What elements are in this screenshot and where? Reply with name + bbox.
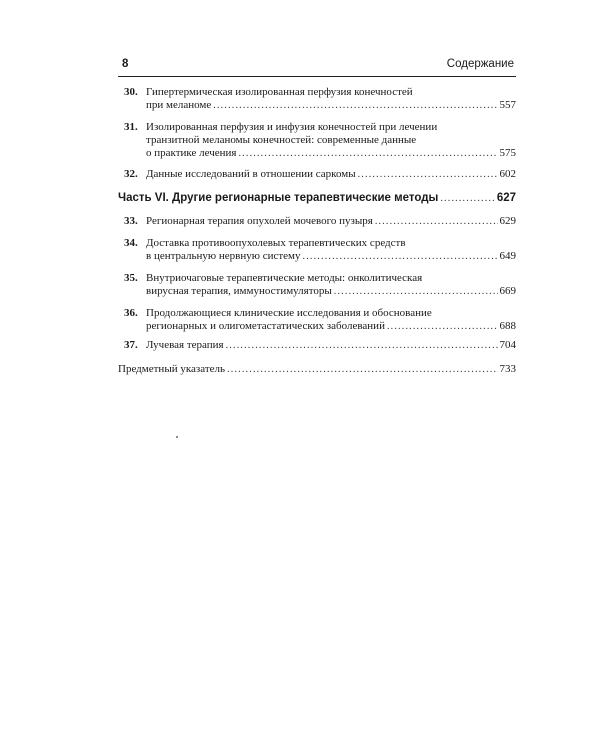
chapter-number: 30. [124, 86, 138, 98]
page-ref: 602 [499, 168, 516, 180]
part-title: Часть VI. Другие регионарные терапевтические методы [118, 192, 439, 204]
chapter-number: 36. [124, 307, 138, 319]
dot-leader [358, 168, 498, 181]
dot-leader [227, 363, 497, 376]
dot-leader [303, 250, 498, 263]
dot-leader [375, 215, 498, 228]
entry-title-line: Продолжающиеся клинические исследования и обоснование [146, 307, 432, 319]
entry-leader-line [146, 215, 516, 228]
section-title: Содержание [446, 58, 514, 70]
chapter-number: 35. [124, 272, 138, 284]
dot-leader [238, 147, 497, 160]
page-ref: 669 [499, 285, 516, 297]
page-ref: 557 [499, 99, 516, 111]
entry-leader-line [146, 285, 516, 298]
dot-leader [334, 285, 498, 298]
index-title: Предметный указатель [118, 363, 226, 375]
entry-title-line: Регионарная терапия опухолей мочевого пузыря [146, 215, 373, 227]
scan-speck [176, 436, 178, 438]
dot-leader [213, 99, 497, 112]
entry-title-line: Доставка противоопухолевых терапевтических средств [146, 237, 406, 249]
dot-leader [226, 339, 498, 352]
dot-leader [387, 320, 498, 333]
page-ref: 627 [496, 192, 516, 204]
entry-title-line: Данные исследований в отношении саркомы [146, 168, 356, 180]
chapter-number: 37. [124, 339, 138, 351]
entry-title-line: Внутриочаговые терапевтические методы: онколитическая [146, 272, 423, 284]
entry-leader-line [146, 99, 516, 112]
page-ref: 704 [499, 339, 516, 351]
entry-leader-line [146, 168, 516, 181]
entry-title-line: вирусная терапия, иммуностимуляторы [146, 285, 332, 297]
entry-title-line: регионарных и олигометастатических заболеваний [146, 320, 385, 332]
entry-title-line: Гипертермическая изолированная перфузия конечностей [146, 86, 413, 98]
entry-title-line: транзитной меланомы конечностей: современные данные [146, 134, 417, 146]
chapter-number: 33. [124, 215, 138, 227]
entry-title-line: Изолированная перфузия и инфузия конечностей при лечении [146, 121, 438, 133]
entry-leader-line [146, 339, 516, 352]
entry-leader-line [118, 363, 516, 376]
chapter-number: 31. [124, 121, 138, 133]
header-rule [118, 76, 516, 77]
page-ref: 575 [499, 147, 516, 159]
entry-title-line: Лучевая терапия [146, 339, 224, 351]
entry-title-line: о практике лечения [146, 147, 237, 159]
page-ref: 688 [499, 320, 516, 332]
page-number: 8 [122, 58, 129, 70]
chapter-number: 34. [124, 237, 138, 249]
entry-leader-line [146, 320, 516, 333]
page-ref: 733 [499, 363, 516, 375]
page-ref: 649 [499, 250, 516, 262]
dot-leader [440, 192, 494, 205]
chapter-number: 32. [124, 168, 138, 180]
entry-leader-line [146, 250, 516, 263]
entry-leader-line [118, 192, 516, 205]
page-ref: 629 [499, 215, 516, 227]
entry-title-line: при меланоме [146, 99, 212, 111]
entry-leader-line [146, 147, 516, 160]
running-header [122, 58, 514, 74]
entry-title-line: в центральную нервную систему [146, 250, 301, 262]
